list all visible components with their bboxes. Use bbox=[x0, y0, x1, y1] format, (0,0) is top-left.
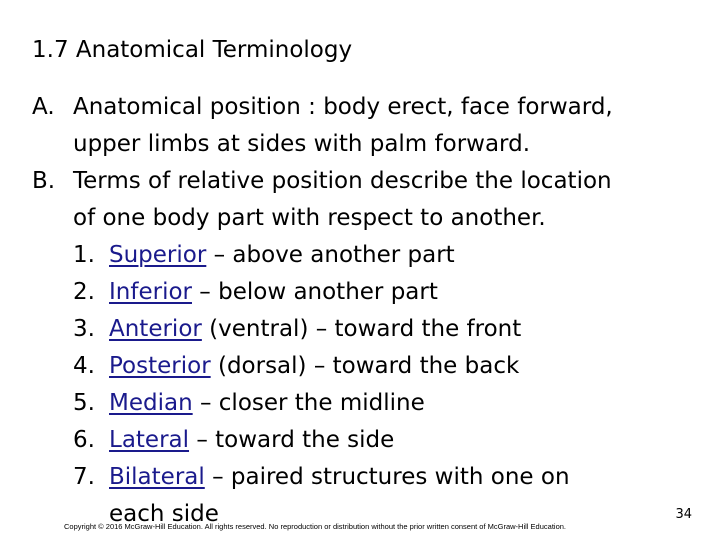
term-link-bilateral[interactable]: Bilateral bbox=[109, 464, 205, 490]
term-number: 1. bbox=[73, 242, 95, 268]
outline-item-a bbox=[32, 89, 712, 126]
term-number: 6. bbox=[73, 427, 95, 453]
term-link-anterior[interactable]: Anterior bbox=[109, 316, 202, 342]
term-item-bilateral bbox=[32, 459, 712, 496]
page-number: 34 bbox=[675, 507, 692, 522]
term-item-inferior bbox=[32, 274, 712, 311]
term-definition: – closer the midline bbox=[192, 390, 425, 416]
term-link-inferior[interactable]: Inferior bbox=[109, 279, 192, 305]
outline-item-b bbox=[32, 163, 712, 200]
term-number: 7. bbox=[73, 464, 95, 490]
outline-marker: A. bbox=[32, 94, 55, 120]
term-definition: (dorsal) – toward the back bbox=[210, 353, 520, 379]
term-link-posterior[interactable]: Posterior bbox=[109, 353, 211, 379]
term-item-anterior bbox=[32, 311, 712, 348]
term-number: 4. bbox=[73, 353, 95, 379]
slide-title: 1.7 Anatomical Terminology bbox=[32, 37, 353, 63]
term-definition: – paired structures with one on bbox=[204, 464, 570, 490]
outline-item-b-continuation bbox=[32, 200, 712, 237]
term-number: 2. bbox=[73, 279, 95, 305]
term-item-median bbox=[32, 385, 712, 422]
term-definition: – below another part bbox=[191, 279, 438, 305]
term-link-median[interactable]: Median bbox=[109, 390, 193, 416]
term-number: 5. bbox=[73, 390, 95, 416]
outline-marker: B. bbox=[32, 168, 56, 194]
term-definition: – toward the side bbox=[189, 427, 395, 453]
outline-text: upper limbs at sides with palm forward. bbox=[73, 131, 531, 157]
term-item-superior bbox=[32, 237, 712, 274]
outline-text: Terms of relative position describe the location bbox=[73, 168, 612, 194]
term-item-posterior bbox=[32, 348, 712, 385]
term-definition: – above another part bbox=[206, 242, 455, 268]
outline-text: Anatomical position : body erect, face forward, bbox=[73, 94, 613, 120]
term-definition: each side bbox=[109, 501, 219, 527]
term-item-lateral bbox=[32, 422, 712, 459]
term-link-lateral[interactable]: Lateral bbox=[109, 427, 190, 453]
outline-list bbox=[32, 89, 712, 533]
outline-text: of one body part with respect to another. bbox=[73, 205, 546, 231]
term-link-superior[interactable]: Superior bbox=[109, 242, 207, 268]
term-number: 3. bbox=[73, 316, 95, 342]
outline-item-a-continuation bbox=[32, 126, 712, 163]
term-definition: (ventral) – toward the front bbox=[201, 316, 522, 342]
copyright-notice: Copyright © 2016 McGraw-Hill Education. All rights reserved. No reproduction or distribution without the prior written consent of McGraw-Hill Education. bbox=[64, 522, 566, 531]
